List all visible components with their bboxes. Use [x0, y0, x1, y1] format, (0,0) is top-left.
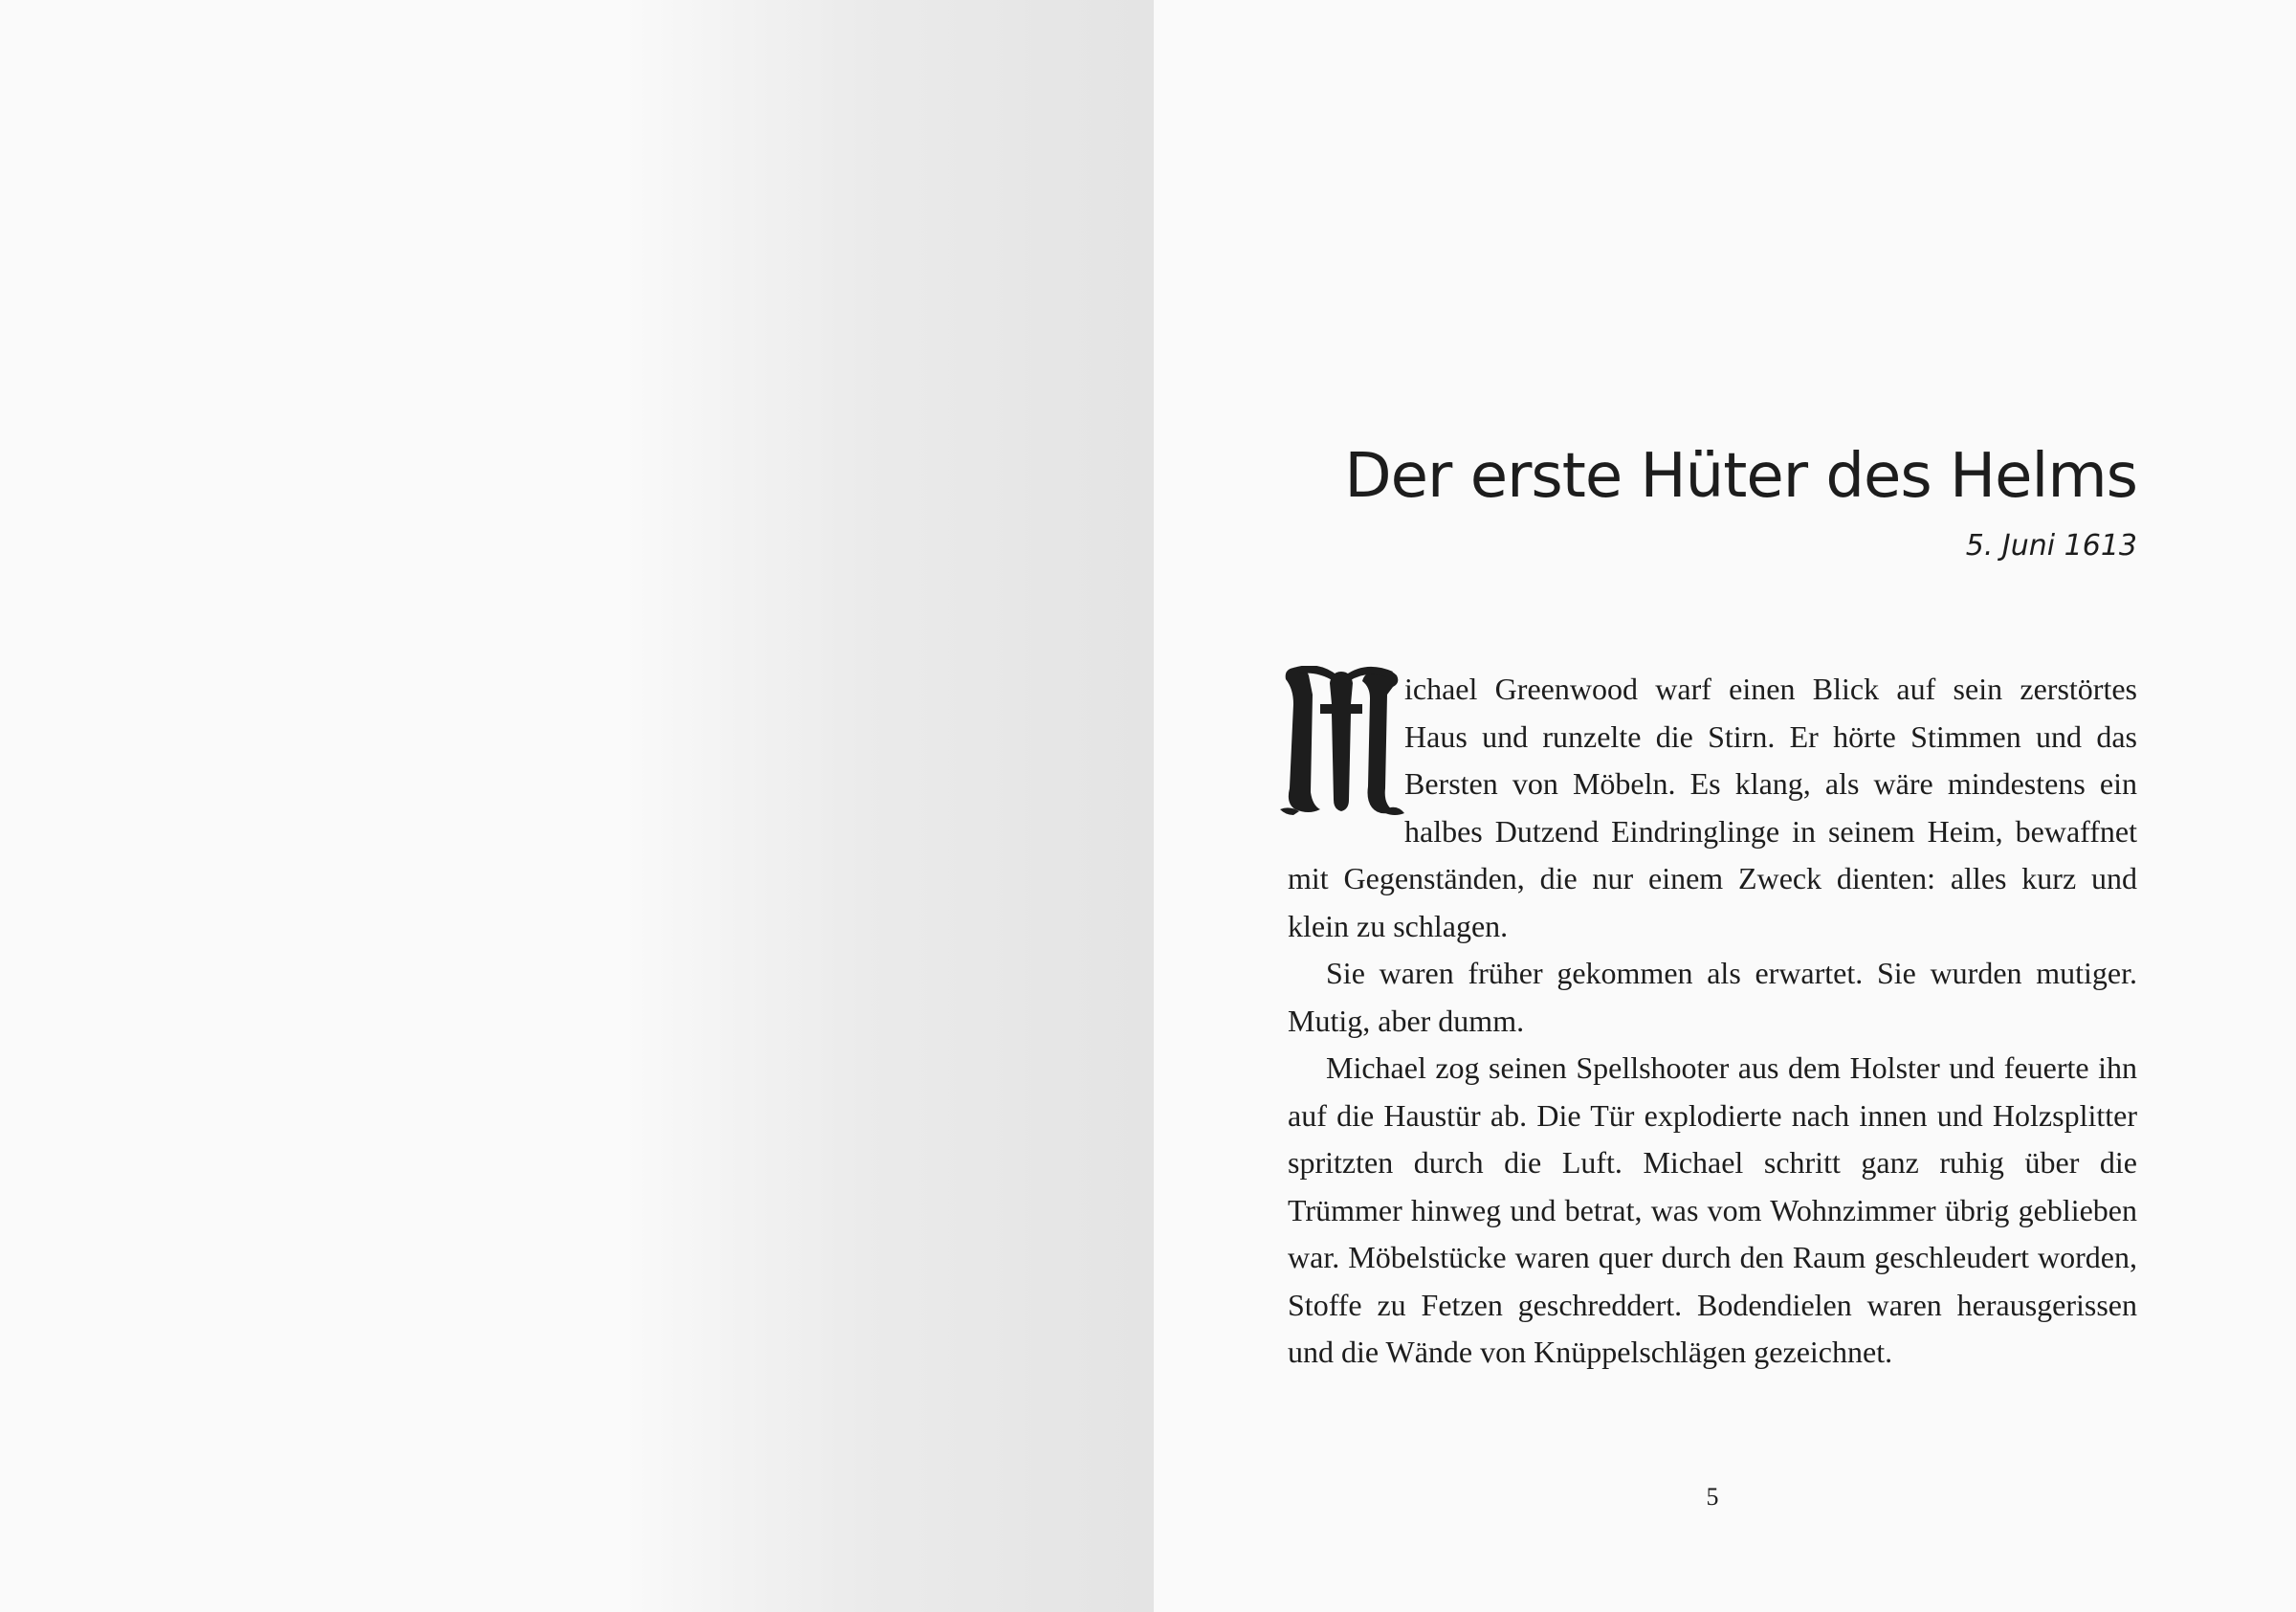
chapter-title: Der erste Hüter des Helms — [1344, 441, 2137, 512]
drop-cap-initial — [1280, 666, 1404, 817]
chapter-date: 5. Juni 1613 — [1965, 529, 2137, 563]
page-number-text: 5 — [1706, 1483, 1719, 1511]
paragraph-1 — [1288, 666, 2137, 950]
ornamental-m-icon — [1280, 666, 1404, 817]
paragraph-3: Michael zog seinen Spellshooter aus dem Holster und feuerte ihn auf die Haustür ab. Die Tür explodierte nach innen und Holzsplitter spritzten durch die Luft. Michael schritt ganz ruhig über die Trümmer hinweg und betrat, was vom Wohnzimmer übrig geblieben war. Möbelstücke waren quer durch den Raum geschleudert worden, Stoffe zu Fetzen geschreddert. Bodendielen waren herausgerissen und die Wände von Knüppelschlägen gezeichnet. — [1288, 1050, 2137, 1369]
paragraph-1-text: ichael Greenwood warf einen Blick auf sein zerstörtes Haus und runzelte die Stirn. Er hörte Stimmen und das Bersten von Möbeln. Es klang, als wäre mindestens ein halbes Dutzend Eindringlinge in seinem Heim, bewaffnet mit Gegenständen, die nur einem Zweck dienten: alles kurz und klein zu schlagen. — [1288, 672, 2137, 943]
chapter-body — [1288, 666, 2137, 1377]
paragraph-2: Sie waren früher gekommen als erwartet. Sie wurden mutiger. Mutig, aber dumm. — [1288, 956, 2137, 1038]
